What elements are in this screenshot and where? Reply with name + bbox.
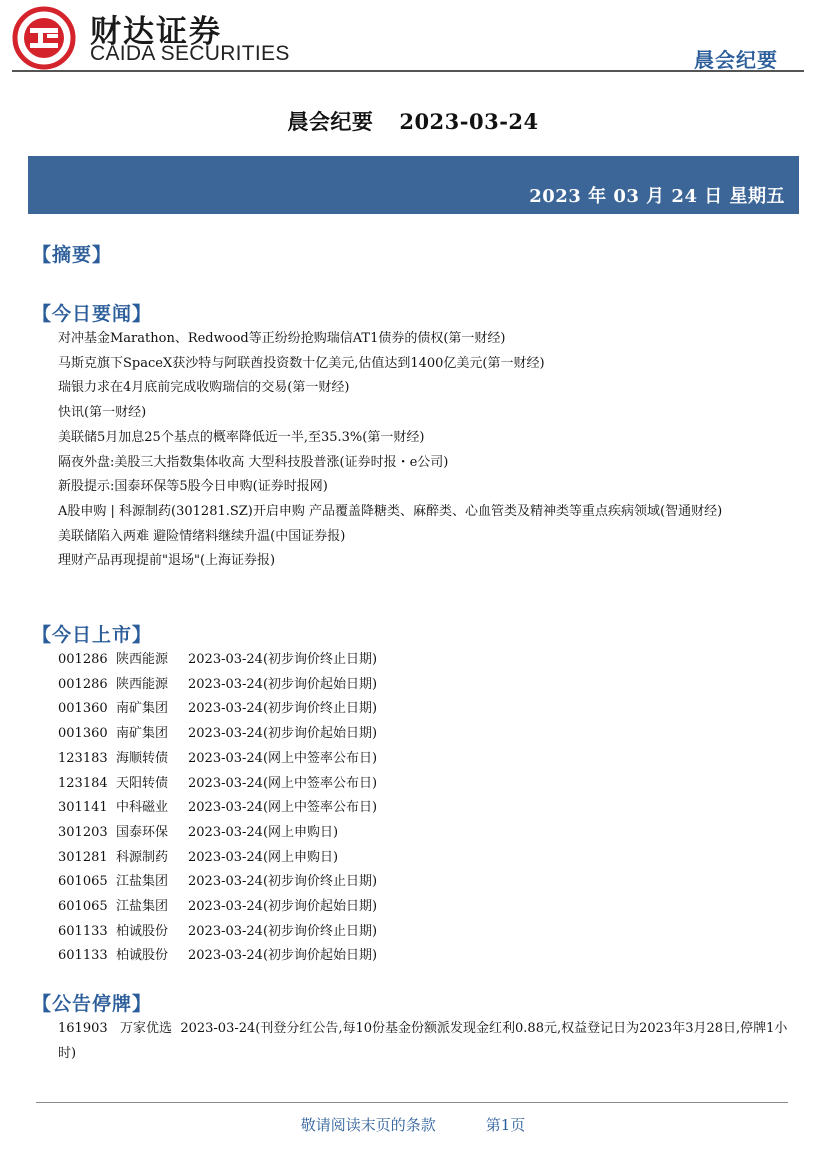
listings-table [32, 648, 802, 969]
listing-name: 天阳转债 [116, 775, 169, 791]
listing-code: 001360 [58, 726, 108, 742]
news-heading: 【今日要闻】 [32, 303, 153, 325]
brand-name-cn: 财达证券 [90, 14, 222, 50]
listing-row [32, 722, 802, 747]
page-header [0, 0, 826, 72]
listing-row [32, 870, 802, 895]
listing-name: 柏诚股份 [116, 923, 169, 939]
document-title-date: 2023-03-24 [399, 109, 539, 134]
document-title-name: 晨会纪要 [287, 109, 374, 134]
news-list [32, 327, 802, 574]
listings-heading: 【今日上市】 [32, 624, 153, 646]
caida-logo-icon [12, 6, 76, 70]
listing-code: 301203 [58, 824, 108, 840]
footer-notice: 敬请阅读末页的条款 [300, 1116, 436, 1134]
listing-row [32, 697, 802, 722]
listing-detail: 2023-03-24(网上申购日) [188, 824, 339, 840]
footer-page-number: 第1页 [485, 1116, 526, 1134]
news-item: 隔夜外盘:美股三大指数集体收高 大型科技股普涨(证券时报・e公司) [58, 454, 449, 470]
listing-code: 301281 [58, 849, 108, 865]
news-item: 对冲基金Marathon、Redwood等正纷纷抢购瑞信AT1债券的债权(第一财经) [58, 331, 506, 346]
listing-code: 001286 [58, 676, 108, 692]
listing-code: 301141 [58, 800, 108, 816]
header-report-type: 晨会纪要 [694, 48, 778, 72]
listing-row [32, 747, 802, 772]
listing-row [32, 673, 802, 698]
listing-code: 601133 [58, 923, 108, 939]
listing-code: 601065 [58, 874, 108, 890]
date-banner [28, 156, 799, 214]
listing-row [32, 648, 802, 673]
listing-detail: 2023-03-24(网上中签率公布日) [188, 800, 378, 816]
listing-name: 柏诚股份 [116, 948, 169, 964]
listing-code: 001286 [58, 652, 108, 667]
listing-row [32, 772, 802, 797]
news-item: 理财产品再现提前"退场"(上海证券报) [58, 553, 276, 569]
listing-row [32, 895, 802, 920]
listing-row [32, 821, 802, 846]
news-item: 瑞银力求在4月底前完成收购瑞信的交易(第一财经) [58, 380, 350, 396]
listing-code: 001360 [58, 701, 108, 717]
suspension-detail: 2023-03-24(刊登分红公告,每10份基金份额派发现金红利0.88元,权益登记日为2023年3月28日,停牌1小时) [58, 1021, 788, 1061]
listing-detail: 2023-03-24(初步询价终止日期) [188, 874, 378, 890]
listing-detail: 2023-03-24(初步询价起始日期) [188, 676, 378, 692]
suspension-item [32, 1017, 802, 1066]
listing-row [32, 796, 802, 821]
listing-row [32, 920, 802, 945]
listing-row [32, 846, 802, 871]
listing-name: 南矿集团 [116, 701, 169, 717]
listing-code: 601133 [58, 948, 108, 964]
listing-name: 江盐集团 [116, 874, 169, 890]
listing-code: 123184 [58, 775, 108, 791]
listing-code: 601065 [58, 899, 108, 915]
news-item: A股申购 | 科源制药(301281.SZ)开启申购 产品覆盖降糖类、麻醉类、心血管类及精神类等重点疾病领域(智通财经) [58, 503, 723, 519]
listing-name: 中科磁业 [116, 800, 169, 816]
listing-row [32, 944, 802, 969]
news-item: 快讯(第一财经) [58, 405, 147, 421]
listing-detail: 2023-03-24(网上中签率公布日) [188, 750, 378, 766]
listing-detail: 2023-03-24(初步询价起始日期) [188, 726, 378, 742]
listing-name: 南矿集团 [116, 726, 169, 742]
listing-name: 海顺转债 [116, 750, 169, 766]
news-item: 美联储陷入两难 避险情绪料继续升温(中国证券报) [58, 528, 346, 544]
listing-detail: 2023-03-24(初步询价终止日期) [188, 652, 378, 667]
news-item: 美联储5月加息25个基点的概率降低近一半,至35.3%(第一财经) [58, 429, 425, 445]
page-footer [0, 1114, 826, 1135]
listing-detail: 2023-03-24(网上申购日) [188, 849, 339, 865]
listing-code: 123183 [58, 750, 108, 766]
brand-name-en: CAIDA SECURITIES [90, 42, 290, 65]
listing-name: 江盐集团 [116, 899, 169, 915]
header-divider [12, 70, 804, 72]
suspension-name: 万家优选 [120, 1021, 173, 1036]
news-item: 新股提示:国泰环保等5股今日申购(证券时报网) [58, 479, 328, 495]
listing-name: 国泰环保 [116, 824, 169, 840]
news-item: 马斯克旗下SpaceX获沙特与阿联酋投资数十亿美元,估值达到1400亿美元(第一财经) [58, 355, 545, 371]
suspensions-list [32, 1017, 802, 1066]
listing-detail: 2023-03-24(初步询价终止日期) [188, 701, 378, 717]
suspension-code: 161903 [58, 1021, 108, 1036]
footer-divider [36, 1102, 788, 1103]
banner-date: 2023 年 03 月 24 日 星期五 [529, 186, 785, 207]
document-title [0, 106, 826, 136]
listing-name: 陕西能源 [116, 676, 169, 692]
summary-heading: 【摘要】 [32, 244, 113, 266]
listing-detail: 2023-03-24(初步询价终止日期) [188, 923, 378, 939]
listing-name: 科源制药 [116, 849, 169, 865]
listing-name: 陕西能源 [116, 652, 169, 667]
listing-detail: 2023-03-24(初步询价起始日期) [188, 948, 378, 964]
suspensions-heading: 【公告停牌】 [32, 993, 153, 1015]
listing-detail: 2023-03-24(网上中签率公布日) [188, 775, 378, 791]
listing-detail: 2023-03-24(初步询价起始日期) [188, 899, 378, 915]
